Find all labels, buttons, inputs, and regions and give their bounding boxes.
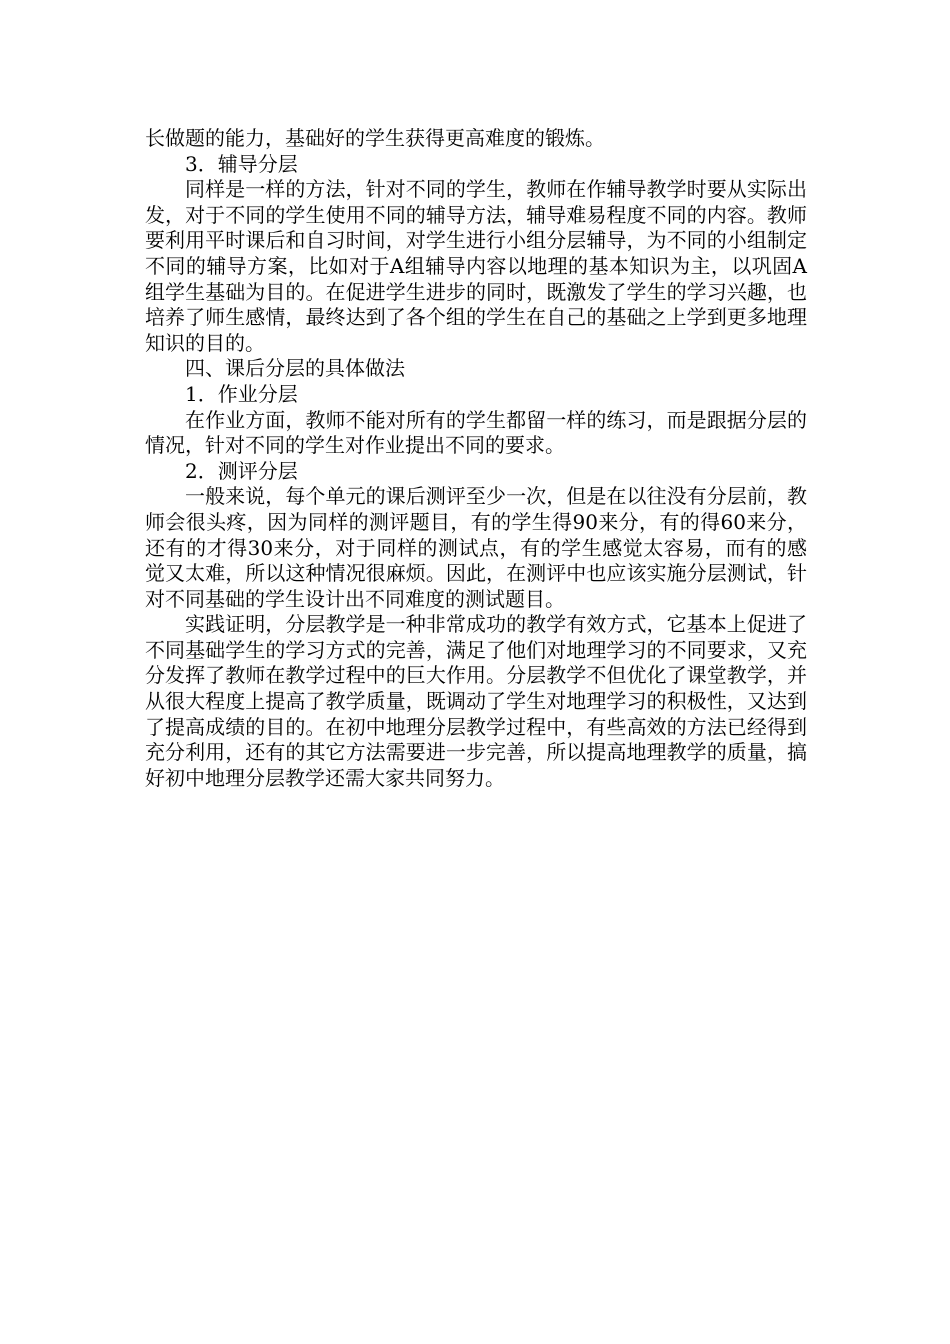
paragraph-homework: 在作业方面，教师不能对所有的学生都留一样的练习，而是跟据分层的情况，针对不同的学生对作业提出不同的要求。 [145,407,807,458]
section-heading-homework-layering: 1．作业分层 [185,381,298,406]
section-heading-tutoring-layering: 3．辅导分层 [185,151,298,176]
section-heading-after-class: 四、课后分层的具体做法 [185,356,405,381]
paragraph-assessment: 一般来说，每个单元的课后测评至少一次，但是在以往没有分层前，教师会很头疼，因为同样的测评题目，有的学生得90来分，有的得60来分，还有的才得30来分，对于同样的测试点，有的学生感觉太容易，而有的感觉又太难，所以这种情况很麻烦。因此，在测评中也应该实施分层测试，针对不同基础的学生设计出不同难度的测试题目。 [145,484,807,611]
paragraph-conclusion: 实践证明，分层教学是一种非常成功的教学有效方式，它基本上促进了不同基础学生的学习方式的完善，满足了他们对地理学习的不同要求，又充分发挥了教师在教学过程中的巨大作用。分层教学不但优化了课堂教学，并从很大程度上提高了教学质量，既调动了学生对地理学习的积极性，又达到了提高成绩的目的。在初中地理分层教学过程中，有些高效的方法已经得到充分利用，还有的其它方法需要进一步完善，所以提高地理教学的质量，搞好初中地理分层教学还需大家共同努力。 [145,612,807,790]
paragraph-tutoring: 同样是一样的方法，针对不同的学生，教师在作辅导教学时要从实际出发，对于不同的学生使用不同的辅导方法，辅导难易程度不同的内容。教师要利用平时课后和自习时间，对学生进行小组分层辅导，为不同的小组制定不同的辅导方案，比如对于A组辅导内容以地理的基本知识为主，以巩固A组学生基础为目的。在促进学生进步的同时，既激发了学生的学习兴趣，也培养了师生感情，最终达到了各个组的学生在自己的基础之上学到更多地理知识的目的。 [145,177,807,355]
document-page [145,126,807,791]
paragraph-continuation: 长做题的能力，基础好的学生获得更高难度的锻炼。 [145,126,605,150]
section-heading-assessment-layering: 2．测评分层 [185,458,298,483]
